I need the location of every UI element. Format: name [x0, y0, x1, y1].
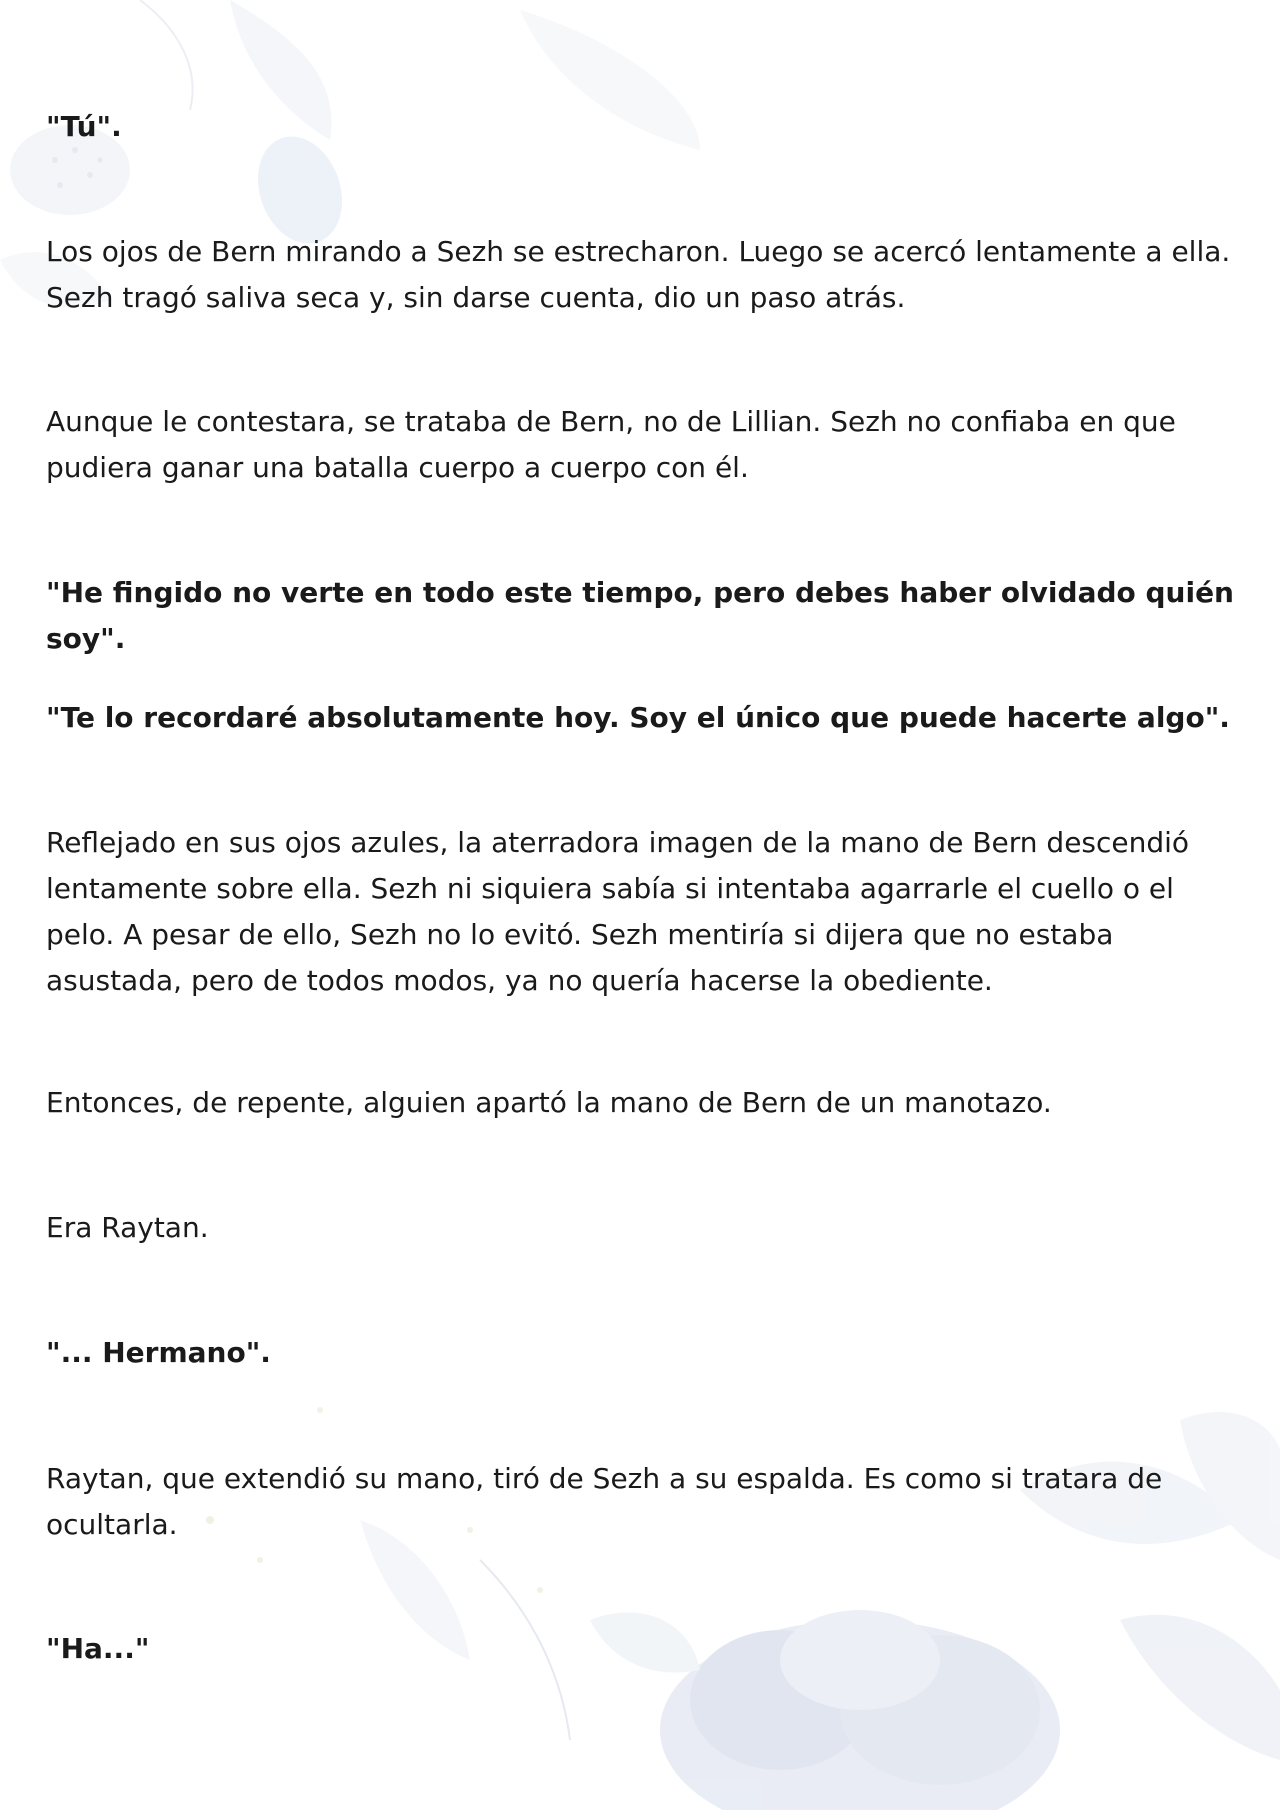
paragraph-2: Los ojos de Bern mirando a Sezh se estrecharon. Luego se acercó lentamente a ella. Sezh tragó saliva seca y, sin darse cuenta, dio un paso atrás. — [46, 235, 1231, 314]
paragraph-10: Raytan, que extendió su mano, tiró de Sezh a su espalda. Es como si tratara de ocultarla. — [46, 1462, 1163, 1541]
paragraph-3: Aunque le contestara, se trataba de Bern, no de Lillian. Sezh no confiaba en que pudiera ganar una batalla cuerpo a cuerpo con él. — [46, 405, 1176, 484]
paragraph-11: "Ha..." — [46, 1632, 150, 1665]
paragraph-5: "Te lo recordaré absolutamente hoy. Soy el único que puede hacerte algo". — [46, 701, 1230, 734]
paragraph-1: "Tú". — [46, 110, 122, 143]
paragraph-4: "He fingido no verte en todo este tiempo, pero debes haber olvidado quién soy". — [46, 576, 1234, 655]
paragraph-6: Reflejado en sus ojos azules, la aterradora imagen de la mano de Bern descendió lentamente sobre ella. Sezh ni siquiera sabía si intentaba agarrarle el cuello o el pelo. A pesar de ello, Sezh no lo evitó. Sezh mentiría si dijera que no estaba asustada, pero de todos modos, ya no quería hacerse la obediente. — [46, 826, 1190, 997]
paragraph-7: Entonces, de repente, alguien apartó la mano de Bern de un manotazo. — [46, 1086, 1052, 1119]
paragraph-8: Era Raytan. — [46, 1211, 209, 1244]
paragraph-9: "... Hermano". — [46, 1336, 271, 1369]
